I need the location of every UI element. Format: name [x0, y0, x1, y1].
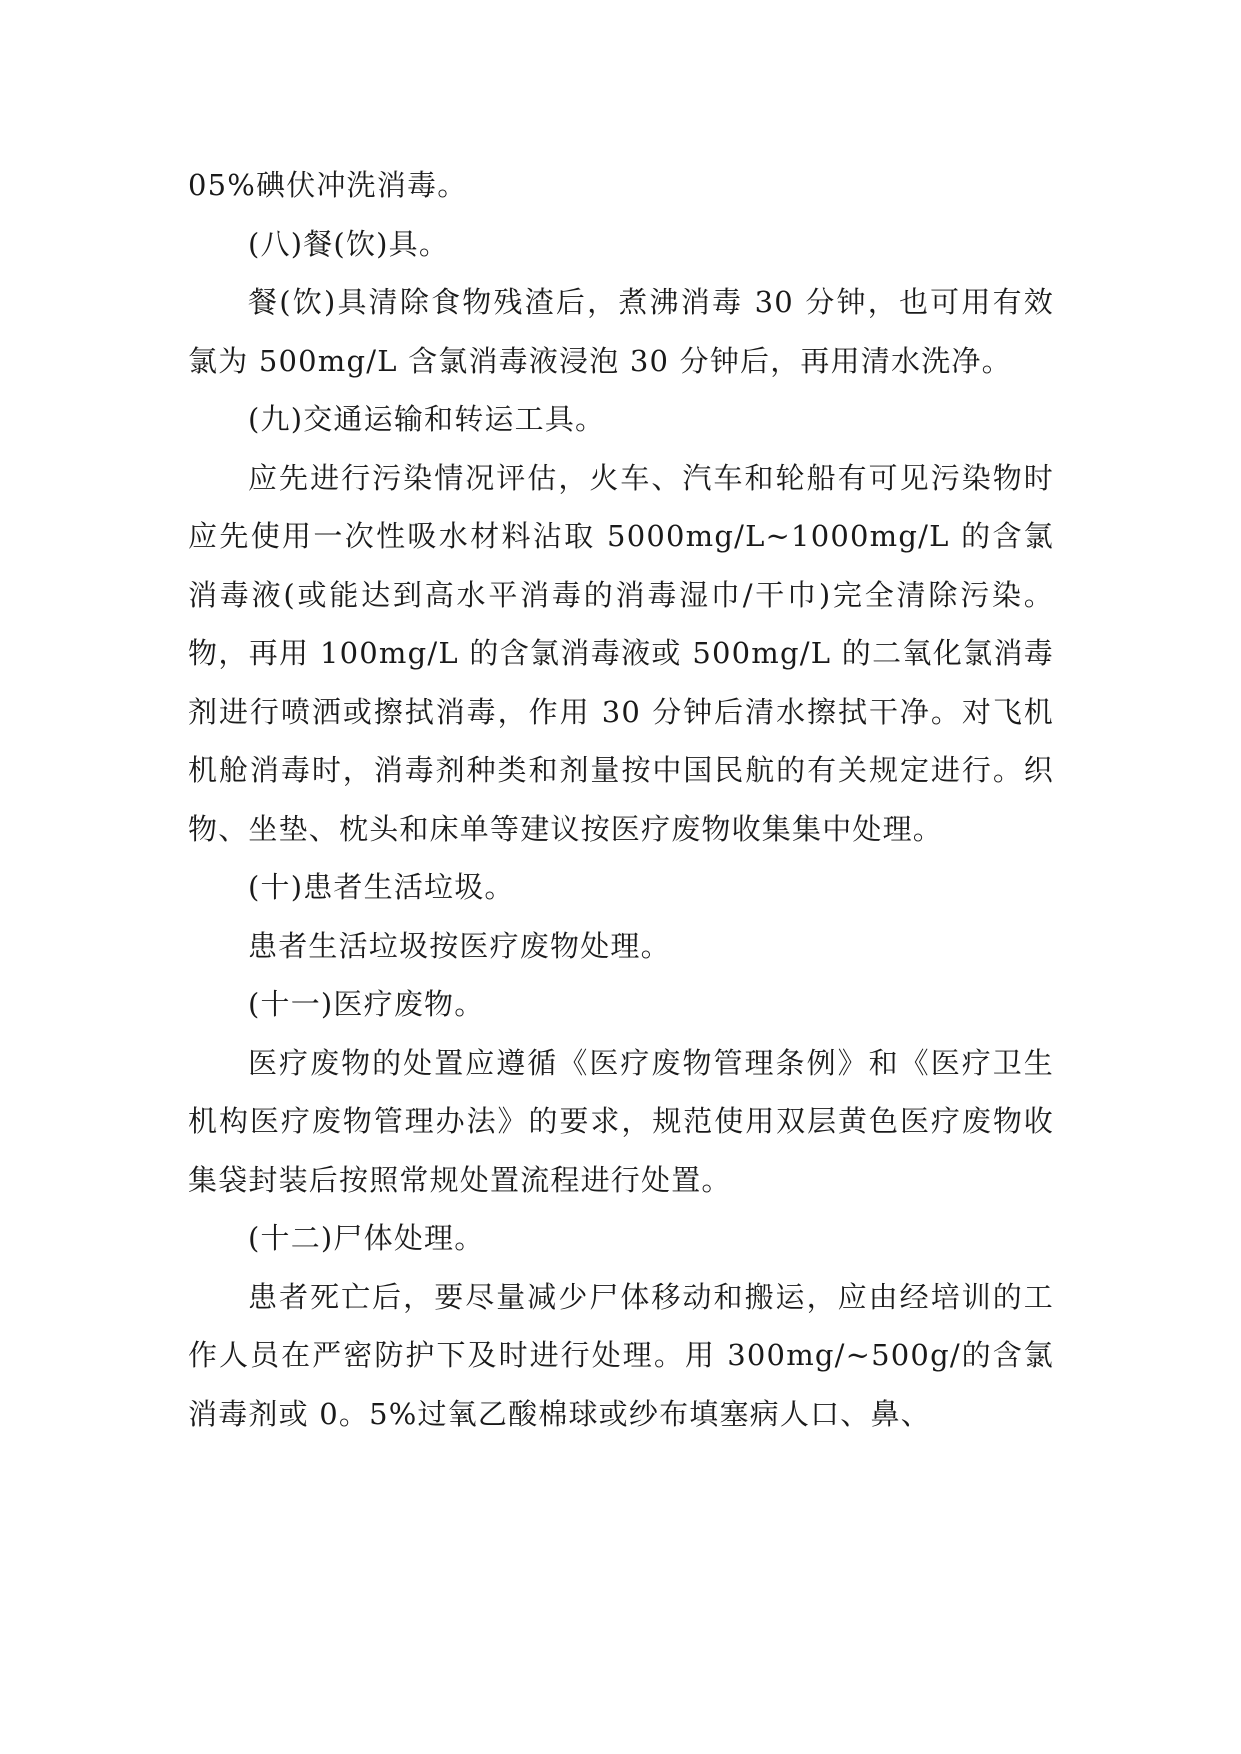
paragraph-body-handling: 患者死亡后，要尽量减少尸体移动和搬运，应由经培训的工作人员在严密防护下及时进行处理。用 300mg/~500g/的含氯消毒剂或 0。5%过氧乙酸棉球或纱布填塞病人口、鼻、: [188, 1279, 1054, 1431]
section-heading-medical-waste: (十一)医疗废物。: [248, 987, 485, 1021]
paragraph-tableware: 餐(饮)具清除食物残渣后，煮沸消毒 30 分钟，也可用有效氯为 500mg/L 含氯消毒液浸泡 30 分钟后，再用清水洗净。: [188, 285, 1054, 378]
section-heading-transport: (九)交通运输和转运工具。: [248, 402, 606, 436]
section-heading-tableware: (八)餐(饮)具。: [248, 226, 450, 261]
paragraph-medical-waste: 医疗废物的处置应遵循《医疗废物管理条例》和《医疗卫生机构医疗废物管理办法》的要求，规范使用双层黄色医疗废物收集袋封装后按照常规处置流程进行处置。: [188, 1045, 1054, 1197]
paragraph-continuation: 05%碘伏冲洗消毒。: [188, 168, 468, 202]
paragraph-transport: 应先进行污染情况评估，火车、汽车和轮船有可见污染物时应先使用一次性吸水材料沾取 5000mg/L~1000mg/L 的含氯消毒液(或能达到高水平消毒的消毒湿巾/干巾)完全清除污染。物，再用 100mg/L 的含氯消毒液或 500mg/L 的二氧化氯消毒剂进行喷洒或擦拭消毒，作用 30 分钟后清水擦拭干净。对飞机机舱消毒时，消毒剂种类和剂量按中国民航的有关规定进行。织物、坐垫、枕头和床单等建议按医疗废物收集集中处理。: [188, 460, 1054, 846]
paragraph-patient-garbage: 患者生活垃圾按医疗废物处理。: [248, 928, 671, 963]
section-heading-body-handling: (十二)尸体处理。: [248, 1221, 485, 1255]
section-heading-patient-garbage: (十)患者生活垃圾。: [248, 870, 515, 904]
document-body: [188, 156, 1054, 1443]
